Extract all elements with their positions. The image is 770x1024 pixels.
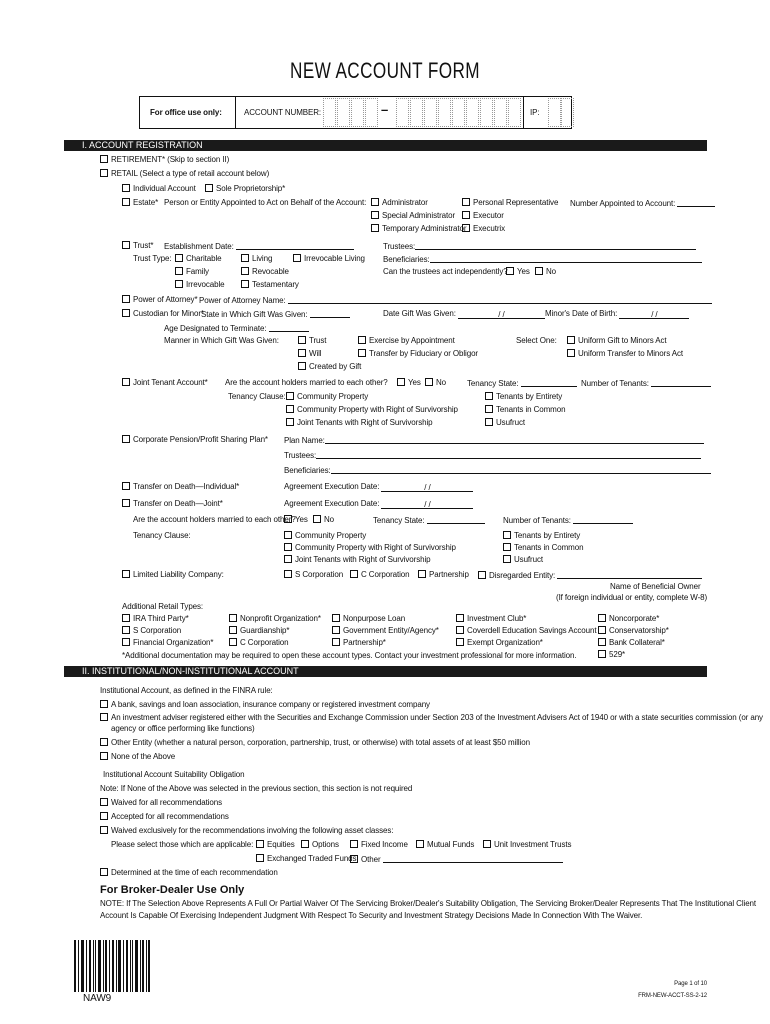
testamentary-option[interactable]: Testamentary (241, 280, 299, 290)
checkbox-icon[interactable] (229, 638, 237, 646)
llc-s-corp-option[interactable]: S Corporation (284, 570, 343, 580)
ugma-option[interactable]: Uniform Gift to Minors Act (567, 336, 667, 346)
tod-individual-option[interactable]: Transfer on Death—Individual* (122, 482, 239, 492)
checkbox-icon[interactable] (478, 571, 486, 579)
checkbox-icon[interactable] (503, 555, 511, 563)
plan-529-option[interactable]: 529* (598, 650, 625, 660)
sole-proprietorship-option[interactable]: Sole Proprietorship* (205, 184, 285, 194)
checkbox-icon[interactable] (122, 309, 130, 317)
checkbox-icon[interactable] (506, 267, 514, 275)
financial-organization-option[interactable]: Financial Organization* (122, 638, 213, 648)
created-by-gift-option[interactable]: Created by Gift (298, 362, 361, 372)
checkbox-icon[interactable] (122, 198, 130, 206)
checkbox-icon[interactable] (122, 570, 130, 578)
power-of-attorney-option[interactable]: Power of Attorney* (122, 295, 197, 305)
plan-name-field[interactable]: Plan Name: (284, 435, 704, 446)
checkbox-icon[interactable] (350, 840, 358, 848)
checkbox-icon[interactable] (456, 626, 464, 634)
special-administrator-option[interactable]: Special Administrator (371, 211, 455, 221)
checkbox-icon[interactable] (175, 267, 183, 275)
living-option[interactable]: Living (241, 254, 272, 264)
broker-note-line-1: NOTE: If The Selection Above Represents A Full Or Partial Waiver Of The Servicing Broker/Dealer's Suitability Obligation, The Servicing Broker/Dealer Represents That The Institutional Client (100, 899, 757, 908)
state-gift-field[interactable]: State in Which Gift Was Given: (201, 309, 350, 320)
ip-label: IP: (530, 108, 540, 117)
checkbox-icon[interactable] (256, 854, 264, 862)
checkbox-icon[interactable] (284, 570, 292, 578)
checkbox-icon[interactable] (122, 295, 130, 303)
checkbox-icon[interactable] (122, 626, 130, 634)
checkbox-icon[interactable] (332, 626, 340, 634)
checkbox-icon[interactable] (350, 855, 358, 863)
institutional-adviser-continued: agency or office performing like functions) (111, 724, 255, 733)
manner-gift-label: Manner in Which Gift Was Given: (164, 336, 279, 345)
checkbox-icon[interactable] (456, 614, 464, 622)
checkbox-icon[interactable] (483, 840, 491, 848)
coverdell-option[interactable]: Coverdell Education Savings Account (456, 626, 596, 636)
personal-representative-option[interactable]: Personal Representative (462, 198, 558, 208)
estate-option[interactable]: Estate* (122, 198, 158, 208)
checkbox-icon[interactable] (100, 169, 108, 177)
account-number-dash: – (381, 102, 389, 117)
joint-in-common-option[interactable]: Tenants in Common (485, 405, 565, 415)
joint-num-tenants-field[interactable]: Number of Tenants: (581, 378, 711, 389)
s-corporation-option[interactable]: S Corporation (122, 626, 181, 636)
joint-entirety-option[interactable]: Tenants by Entirety (485, 392, 562, 402)
checkbox-icon[interactable] (286, 418, 294, 426)
minor-dob-field[interactable]: Minor's Date of Birth: / / (545, 309, 689, 319)
institutional-intro: Institutional Account, as defined in the FINRA rule: (100, 686, 273, 695)
checkbox-icon[interactable] (100, 155, 108, 163)
additional-types-label: Additional Retail Types: (122, 602, 204, 611)
tod-joint-option[interactable]: Transfer on Death—Joint* (122, 499, 223, 509)
accepted-all-option[interactable]: Accepted for all recommendations (100, 812, 229, 822)
equities-option[interactable]: Equities (256, 840, 295, 850)
government-entity-option[interactable]: Government Entity/Agency* (332, 626, 439, 636)
joint-usufruct-option[interactable]: Usufruct (485, 418, 525, 428)
establishment-date-field[interactable]: Establishment Date: (164, 241, 354, 252)
section-1-footnote: *Additional documentation may be required to open these account types. Contact your investment professional for more information. (122, 651, 577, 660)
checkbox-icon[interactable] (205, 184, 213, 192)
joint-community-ros-option[interactable]: Community Property with Right of Survivorship (286, 405, 458, 415)
noncorporate-option[interactable]: Noncorporate* (598, 614, 659, 624)
section-2-header: II. INSTITUTIONAL/NON-INSTITUTIONAL ACCOUNT (64, 666, 707, 677)
checkbox-icon[interactable] (301, 840, 309, 848)
checkbox-icon[interactable] (485, 392, 493, 400)
administrator-option[interactable]: Administrator (371, 198, 428, 208)
checkbox-icon[interactable] (358, 349, 366, 357)
checkbox-icon[interactable] (100, 798, 108, 806)
checkbox-icon[interactable] (100, 752, 108, 760)
investment-club-option[interactable]: Investment Club* (456, 614, 526, 624)
form-title: NEW ACCOUNT FORM (290, 58, 480, 83)
broker-note-line-2: Account Is Capable Of Exercising Independent Judgment With Respect To Security and Investment Strategy Decisions Made In Connection With The Waiver. (100, 911, 643, 920)
trust-type-label: Trust Type: (133, 254, 172, 263)
checkbox-icon[interactable] (462, 198, 470, 206)
trustees-independent-no[interactable]: No (535, 267, 556, 277)
joint-married-yes[interactable]: Yes (397, 378, 421, 388)
disregarded-entity-field[interactable]: Disregarded Entity: (478, 570, 702, 581)
uit-option[interactable]: Unit Investment Trusts (483, 840, 571, 850)
tod-married-yes[interactable]: Yes (284, 515, 308, 525)
please-select-label: Please select those which are applicable: (111, 840, 254, 849)
joint-jtros-option[interactable]: Joint Tenants with Right of Survivorship (286, 418, 432, 428)
act-independently-label: Can the trustees act independently? (383, 267, 508, 276)
irrevocable-option[interactable]: Irrevocable (175, 280, 224, 290)
checkbox-icon[interactable] (332, 614, 340, 622)
poa-name-field[interactable]: Power of Attorney Name: (199, 295, 712, 306)
checkbox-icon[interactable] (122, 435, 130, 443)
checkbox-icon[interactable] (350, 570, 358, 578)
etf-option[interactable]: Exchanged Traded Funds (256, 854, 356, 864)
institutional-bank-option[interactable]: A bank, savings and loan association, insurance company or registered investment company (100, 700, 430, 710)
tod-community-ros-option[interactable]: Community Property with Right of Survivorship (284, 543, 456, 553)
checkbox-icon[interactable] (485, 418, 493, 426)
checkbox-icon[interactable] (256, 840, 264, 848)
checkbox-icon[interactable] (229, 614, 237, 622)
checkbox-icon[interactable] (284, 531, 292, 539)
llc-partnership-option[interactable]: Partnership (418, 570, 469, 580)
checkbox-icon[interactable] (122, 499, 130, 507)
checkbox-icon[interactable] (175, 280, 183, 288)
checkbox-icon[interactable] (598, 638, 606, 646)
plan-trustees-field[interactable]: Trustees: (284, 450, 701, 461)
w8-note: (If foreign individual or entity, complete W-8) (556, 593, 708, 602)
checkbox-icon[interactable] (286, 392, 294, 400)
checkbox-icon[interactable] (503, 543, 511, 551)
joint-community-option[interactable]: Community Property (286, 392, 368, 402)
checkbox-icon[interactable] (122, 378, 130, 386)
gift-will-option[interactable]: Will (298, 349, 321, 359)
executrix-option[interactable]: Executrix (462, 224, 505, 234)
institutional-none-option[interactable]: None of the Above (100, 752, 175, 762)
checkbox-icon[interactable] (100, 738, 108, 746)
partnership-star-option[interactable]: Partnership* (332, 638, 386, 648)
form-code: NAW9 (83, 993, 112, 1004)
tod-jtros-option[interactable]: Joint Tenants with Right of Survivorship (284, 555, 430, 565)
checkbox-icon[interactable] (567, 349, 575, 357)
joint-tenancy-clause-label: Tenancy Clause: (228, 392, 286, 401)
waived-exclusively-option[interactable]: Waived exclusively for the recommendations involving the following asset classes: (100, 826, 393, 836)
checkbox-icon[interactable] (298, 336, 306, 344)
checkbox-icon[interactable] (241, 254, 249, 262)
irrevocable-living-option[interactable]: Irrevocable Living (293, 254, 365, 264)
age-terminate-field[interactable]: Age Designated to Terminate: (164, 323, 309, 334)
checkbox-icon[interactable] (293, 254, 301, 262)
institutional-adviser-option[interactable]: An investment adviser registered either with the Securities and Exchange Commission under Section 203 of the Investment Advisers Act of 1940 or with a state securities commission (or any (100, 713, 763, 723)
checkbox-icon[interactable] (485, 405, 493, 413)
individual-account-option[interactable]: Individual Account (122, 184, 196, 194)
joint-tenancy-state-field[interactable]: Tenancy State: (467, 378, 577, 389)
nonpurpose-loan-option[interactable]: Nonpurpose Loan (332, 614, 405, 624)
waived-all-option[interactable]: Waived for all recommendations (100, 798, 222, 808)
checkbox-icon[interactable] (567, 336, 575, 344)
checkbox-icon[interactable] (371, 211, 379, 219)
broker-dealer-title: For Broker-Dealer Use Only (100, 884, 245, 896)
joint-married-label: Are the account holders married to each other? (225, 378, 388, 387)
tod-usufruct-option[interactable]: Usufruct (503, 555, 543, 565)
trust-option[interactable]: Trust* (122, 241, 153, 251)
checkbox-icon[interactable] (100, 700, 108, 708)
retirement-option[interactable]: RETIREMENT* (Skip to section II) (100, 155, 229, 165)
checkbox-icon[interactable] (298, 349, 306, 357)
trustees-field[interactable]: Trustees: (383, 241, 696, 252)
other-asset-field[interactable]: Other (350, 854, 563, 865)
section-1-header: I. ACCOUNT REGISTRATION (64, 140, 707, 151)
tod-tenancy-clause-label: Tenancy Clause: (133, 531, 191, 540)
beneficial-owner-label: Name of Beneficial Owner (610, 582, 701, 591)
checkbox-icon[interactable] (122, 614, 130, 622)
c-corporation-option[interactable]: C Corporation (229, 638, 289, 648)
corporate-plan-option[interactable]: Corporate Pension/Profit Sharing Plan* (122, 435, 268, 445)
checkbox-icon[interactable] (313, 515, 321, 523)
conservatorship-option[interactable]: Conservatorship* (598, 626, 669, 636)
page-number: Page 1 of 10 (674, 981, 707, 987)
tod-tenancy-state-field[interactable]: Tenancy State: (373, 515, 485, 526)
checkbox-icon[interactable] (122, 241, 130, 249)
number-appointed-field[interactable]: Number Appointed to Account: (570, 198, 715, 209)
executor-option[interactable]: Executor (462, 211, 504, 221)
checkbox-icon[interactable] (371, 198, 379, 206)
determined-option[interactable]: Determined at the time of each recommendation (100, 868, 278, 878)
custodian-minor-option[interactable]: Custodian for Minor* (122, 309, 204, 319)
revocable-option[interactable]: Revocable (241, 267, 289, 277)
plan-beneficiaries-field[interactable]: Beneficiaries: (284, 465, 711, 476)
beneficiaries-field[interactable]: Beneficiaries: (383, 254, 702, 265)
temporary-administrator-option[interactable]: Temporary Administrator (371, 224, 466, 234)
checkbox-icon[interactable] (462, 211, 470, 219)
trustees-independent-yes[interactable]: Yes (506, 267, 530, 277)
family-option[interactable]: Family (175, 267, 209, 277)
office-use-box (139, 96, 572, 129)
checkbox-icon[interactable] (598, 650, 606, 658)
mutual-funds-option[interactable]: Mutual Funds (416, 840, 474, 850)
checkbox-icon[interactable] (416, 840, 424, 848)
checkbox-icon[interactable] (371, 224, 379, 232)
checkbox-icon[interactable] (122, 638, 130, 646)
retail-option[interactable]: RETAIL (Select a type of retail account below) (100, 169, 269, 179)
checkbox-icon[interactable] (286, 405, 294, 413)
checkbox-icon[interactable] (175, 254, 183, 262)
charitable-option[interactable]: Charitable (175, 254, 221, 264)
checkbox-icon[interactable] (284, 555, 292, 563)
tod-married-label: Are the account holders married to each other? (133, 515, 296, 524)
suitability-title: Institutional Account Suitability Obligation (103, 770, 245, 779)
exercise-appointment-option[interactable]: Exercise by Appointment (358, 336, 455, 346)
checkbox-icon[interactable] (241, 267, 249, 275)
checkbox-icon[interactable] (298, 362, 306, 370)
checkbox-icon[interactable] (462, 224, 470, 232)
joint-married-no[interactable]: No (425, 378, 446, 388)
tod-joint-date-field[interactable]: Agreement Execution Date: / / (284, 499, 473, 509)
account-number-label: ACCOUNT NUMBER: (244, 108, 322, 117)
select-one-label: Select One: (516, 336, 557, 345)
tod-entirety-option[interactable]: Tenants by Entirety (503, 531, 580, 541)
checkbox-icon[interactable] (122, 482, 130, 490)
ira-third-party-option[interactable]: IRA Third Party* (122, 614, 189, 624)
checkbox-icon[interactable] (100, 713, 108, 721)
checkbox-icon[interactable] (284, 543, 292, 551)
checkbox-icon[interactable] (535, 267, 543, 275)
checkbox-icon[interactable] (100, 868, 108, 876)
checkbox-icon[interactable] (100, 812, 108, 820)
tod-in-common-option[interactable]: Tenants in Common (503, 543, 583, 553)
exempt-organization-option[interactable]: Exempt Organization* (456, 638, 543, 648)
tod-married-no[interactable]: No (313, 515, 334, 525)
office-use-label: For office use only: (150, 108, 222, 117)
checkbox-icon[interactable] (425, 378, 433, 386)
checkbox-icon[interactable] (358, 336, 366, 344)
fixed-income-option[interactable]: Fixed Income (350, 840, 408, 850)
llc-option[interactable]: Limited Liability Company: (122, 570, 224, 580)
checkbox-icon[interactable] (598, 626, 606, 634)
tod-num-tenants-field[interactable]: Number of Tenants: (503, 515, 633, 526)
form-id: FRM-NEW-ACCT-SS-2-12 (638, 993, 707, 999)
barcode-icon (74, 940, 150, 992)
checkbox-icon[interactable] (332, 638, 340, 646)
tod-individual-date-field[interactable]: Agreement Execution Date: / / (284, 482, 473, 492)
institutional-other-entity-option[interactable]: Other Entity (whether a natural person, corporation, partnership, trust, or otherwise) with total assets of at least $50 million (100, 738, 530, 748)
checkbox-icon[interactable] (418, 570, 426, 578)
checkbox-icon[interactable] (122, 184, 130, 192)
transfer-fiduciary-option[interactable]: Transfer by Fiduciary or Obligor (358, 349, 478, 359)
tod-community-option[interactable]: Community Property (284, 531, 366, 541)
estate-person-label: Person or Entity Appointed to Act on Behalf of the Account: (164, 198, 367, 207)
joint-tenant-option[interactable]: Joint Tenant Account* (122, 378, 208, 388)
checkbox-icon[interactable] (503, 531, 511, 539)
llc-c-corp-option[interactable]: C Corporation (350, 570, 410, 580)
checkbox-icon[interactable] (397, 378, 405, 386)
checkbox-icon[interactable] (598, 614, 606, 622)
checkbox-icon[interactable] (284, 515, 292, 523)
checkbox-icon[interactable] (229, 626, 237, 634)
guardianship-option[interactable]: Guardianship* (229, 626, 289, 636)
checkbox-icon[interactable] (241, 280, 249, 288)
checkbox-icon[interactable] (456, 638, 464, 646)
checkbox-icon[interactable] (100, 826, 108, 834)
gift-trust-option[interactable]: Trust (298, 336, 326, 346)
bank-collateral-option[interactable]: Bank Collateral* (598, 638, 665, 648)
suitability-note: Note: If None of the Above was selected in the previous section, this section is not required (100, 784, 413, 793)
utma-option[interactable]: Uniform Transfer to Minors Act (567, 349, 683, 359)
options-option[interactable]: Options (301, 840, 339, 850)
nonprofit-option[interactable]: Nonprofit Organization* (229, 614, 321, 624)
date-gift-field[interactable]: Date Gift Was Given: / / (383, 309, 545, 319)
